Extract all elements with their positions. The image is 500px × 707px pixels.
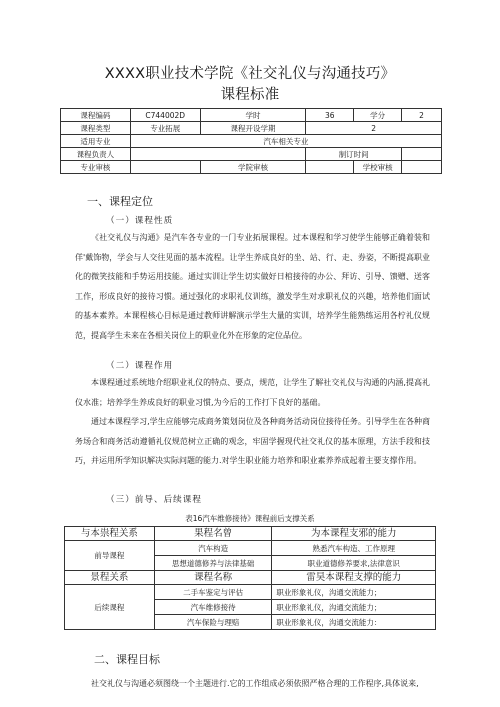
type-label: 课程类型 bbox=[61, 122, 131, 135]
subsection-2-heading: （二）课程作用 bbox=[106, 361, 174, 371]
revision-value bbox=[402, 148, 442, 161]
owner-value bbox=[130, 148, 306, 161]
course-type: 专业拓展 bbox=[130, 122, 200, 135]
section-1-heading: 一、课程定位 bbox=[87, 195, 153, 208]
paragraph: 《社交礼仪与沟通》是汽车各专业的一门专业拓展课程。过本课程和学习使学生能够正确着装和佯'戴饰物，学会与人交往见面的基本流程。让学生养成良好的坐、站、行、走、券姿，不断提高职业化的微笑技能和手势运用技能。通过实训让学生切实做好日棺接待的办公、拜访、引导、馈赠、送客工作，形成良好的接待习惯。通过强化的求职礼仪训练，激发学生对求职礼仪的兴趣，培养他们面试的基本素养。本课程核心目标是通过教师讲解演示学生大量的实训，培养学生能熟练运用各柠礼仪规范，提高学生未来在各相关岗位上的职业化外在形象的定位品位。 bbox=[75, 233, 430, 340]
post-course-label: 后续课程 bbox=[65, 585, 155, 630]
dept-review-label: 学院审核 bbox=[200, 161, 306, 174]
school-review-label: 学校审核 bbox=[354, 161, 402, 174]
col-header: 景程关系 bbox=[65, 571, 155, 585]
course-ability: 职业道德修养要求,法律意识 bbox=[272, 556, 436, 571]
semester-label: 课程开设学期 bbox=[200, 122, 306, 135]
course-ability: 职业形象礼仪，沟通交流能力； bbox=[272, 585, 436, 600]
course-goal-text: 社交礼仪与沟通必须图绕一个主题进行.它的工作组成必须依照严格合理的工作程序,具体说来, bbox=[91, 679, 419, 688]
course-ability: 职业形象礼仪，沟通交流能力； bbox=[272, 600, 436, 615]
section-2-heading: 二、课程目标 bbox=[94, 653, 160, 666]
course-name: 汽车维修接待 bbox=[154, 600, 272, 615]
course-name: 汽车构造 bbox=[154, 541, 272, 556]
hours-label: 学时 bbox=[200, 109, 306, 122]
col-header: 课程名称 bbox=[154, 571, 272, 585]
course-major: 汽车相关专业 bbox=[130, 135, 441, 148]
col-header: 为本课程支邪的能力 bbox=[272, 527, 436, 541]
subsection-1-heading: （一）课程性质 bbox=[106, 216, 174, 226]
document-title: XXXX职业技术学院《社交礼仪与沟通技巧》 bbox=[104, 66, 396, 82]
course-ability: 熟悉汽车构造、工作原理 bbox=[272, 541, 436, 556]
course-credits: 2 bbox=[402, 109, 442, 122]
col-header: 与本祟程关系 bbox=[65, 527, 155, 541]
course-ability: 职业形象礼仪，沟通交流能力： bbox=[272, 615, 436, 630]
prof-review-label: 专业审核 bbox=[61, 161, 131, 174]
prof-review-value bbox=[130, 161, 200, 174]
code-label: 课程编码 bbox=[61, 109, 131, 122]
paragraph: 通过本课程学习,学生应能够完成商务策划岗位及各种商务活动岗位接待任务。引导学生在各种商务场合和商务活动遵循礼仪规范树立正确的观念，牢固学握现代社交礼仪的基本原理，方法手段和技巧，并运用所学知识解决实际问题的能力.对学生职业能力培养和职业素养养成起着主要支撑作用。 bbox=[75, 417, 430, 465]
course-nature-text bbox=[75, 228, 430, 345]
owner-label: 课程负责人 bbox=[61, 148, 131, 161]
subsection-3-heading: （三）前导、后续课程 bbox=[106, 495, 202, 505]
course-info-table bbox=[60, 108, 442, 174]
course-name: 思想道德修养与法律基础 bbox=[154, 556, 272, 571]
school-review-value bbox=[402, 161, 442, 174]
credits-label: 学分 bbox=[354, 109, 402, 122]
col-header: 雷昊本课程支撑的能力 bbox=[272, 571, 436, 585]
course-name: 汽车保险与理赔 bbox=[154, 615, 272, 630]
dept-review-value bbox=[306, 161, 354, 174]
course-relations-table bbox=[64, 526, 436, 630]
course-name: 二手车鉴定与评估 bbox=[154, 585, 272, 600]
table-caption: 表16汽车维修接待》课程前后支撑关系 bbox=[185, 514, 315, 523]
course-role-text bbox=[75, 373, 430, 471]
paragraph: 本课程通过系统地介绍职业礼仪的特点、要点，规范，让学生了解社交礼仪与沟通的内涵,提高礼仪水准；培养学生养成良好的职业习惯,为今后的工作打下良好的基础。 bbox=[75, 378, 430, 407]
course-semester: 2 bbox=[306, 122, 442, 135]
course-code: C744002D bbox=[130, 109, 200, 122]
col-header: 果程名曾 bbox=[154, 527, 272, 541]
revision-label: 制订时间 bbox=[306, 148, 402, 161]
pre-course-label: 前导课程 bbox=[65, 541, 155, 571]
document-subtitle: 课程标准 bbox=[220, 87, 280, 103]
major-label: 适用专业 bbox=[61, 135, 131, 148]
course-hours: 36 bbox=[306, 109, 354, 122]
